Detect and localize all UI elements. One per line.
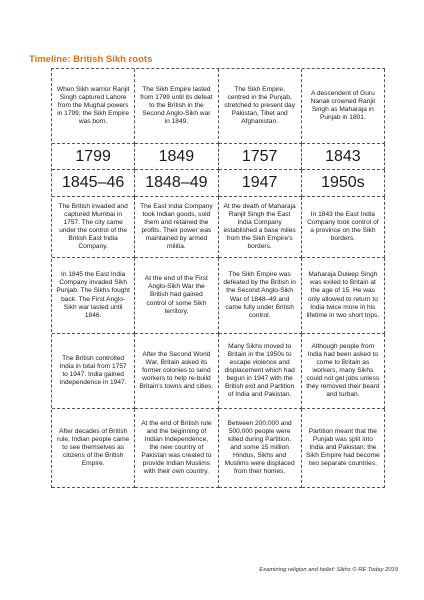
year-card: 1947 — [219, 170, 302, 197]
event-card: The Sikh Empire, centred in the Punjab, stretched to present day Pakistan, Tibet and Afghanistan. — [219, 69, 302, 144]
event-card: When Sikh warrior Ranjit Singh captured Lahore from the Mughal powers in 1799, the Sikh Empire was born. — [52, 69, 135, 144]
event-card: After decades of British rule, Indian people came to see themselves as citizens of the British Empire. — [52, 409, 135, 488]
year-card: 1950s — [302, 170, 385, 197]
event-card: The East India Company took Indian goods, sold them and retained the profits. Their power was maintained by armed militia. — [135, 197, 218, 258]
event-card: The British controlled India in total from 1757 to 1947. India gained independence in 1947. — [52, 334, 135, 409]
event-card: A descendent of Guru Nanak crowned Ranjit Singh as Maharaja in Punjab in 1801. — [302, 69, 385, 144]
event-card: Between 200,000 and 500,000 people were killed during Partition, and some 15 million Hindus, Sikhs and Muslims were displaced from their homes. — [219, 409, 302, 488]
event-card: Maharaja Duleep Singh was exiled to Britain at the age of 15. He was only allowed to return to India twice more in his lifetime in two short trips. — [302, 258, 385, 334]
event-card: Partition meant that the Punjab was split into India and Pakistan; the Sikh Empire had become two separate countries. — [302, 409, 385, 488]
event-card: In 1843 the East India Company took control of a province on the Sikh borders. — [302, 197, 385, 258]
timeline-card-grid — [51, 68, 385, 488]
event-card: In 1845 the East India Company invaded Sikh Punjab. The Sikhs fought back. The First Anglo-Sikh war lasted until 1846. — [52, 258, 135, 334]
year-card: 1757 — [219, 144, 302, 170]
event-card: At the end of the First Anglo-Sikh War the British had gained control of some Sikh territory. — [135, 258, 218, 334]
event-card: After the Second World War, Britain asked its former colonies to send workers to help re-build Britain's towns and cities. — [135, 334, 218, 409]
year-card: 1799 — [52, 144, 135, 170]
event-card: Many Sikhs moved to Britain in the 1950s to escape violence and displacement which had begun in 1947 with the British exit and Partition of India and Pakistan. — [219, 334, 302, 409]
event-card: At the death of Maharaja Ranjit Singh the East India Company established a base miles from the Sikh Empire's borders. — [219, 197, 302, 258]
event-card: The British invaded and captured Mumbai in 1757. The city came under the control of the British East India Company. — [52, 197, 135, 258]
year-card: 1848–49 — [135, 170, 218, 197]
year-card: 1849 — [135, 144, 218, 170]
page-title: Timeline: British Sikh roots — [29, 54, 153, 65]
event-card: The Sikh Empire was defeated by the British in the Second Anglo-Sikh War of 1848–49 and came fully under British control. — [219, 258, 302, 334]
page-footer: Examining religion and belief: Sikhs © RE Today 2019 — [259, 567, 398, 573]
event-card: The Sikh Empire lasted from 1799 until its defeat to the British in the Second Anglo-Sikh war in 1849. — [135, 69, 218, 144]
event-card: At the end of British rule and the beginning of Indian Independence, the new country of Pakistan was created to provide Indian Muslims with their own country. — [135, 409, 218, 488]
event-card: Although people from India had been asked to come to Britain as workers, many Sikhs could not get jobs unless they removed their beard and turban. — [302, 334, 385, 409]
year-card: 1845–46 — [52, 170, 135, 197]
year-card: 1843 — [302, 144, 385, 170]
